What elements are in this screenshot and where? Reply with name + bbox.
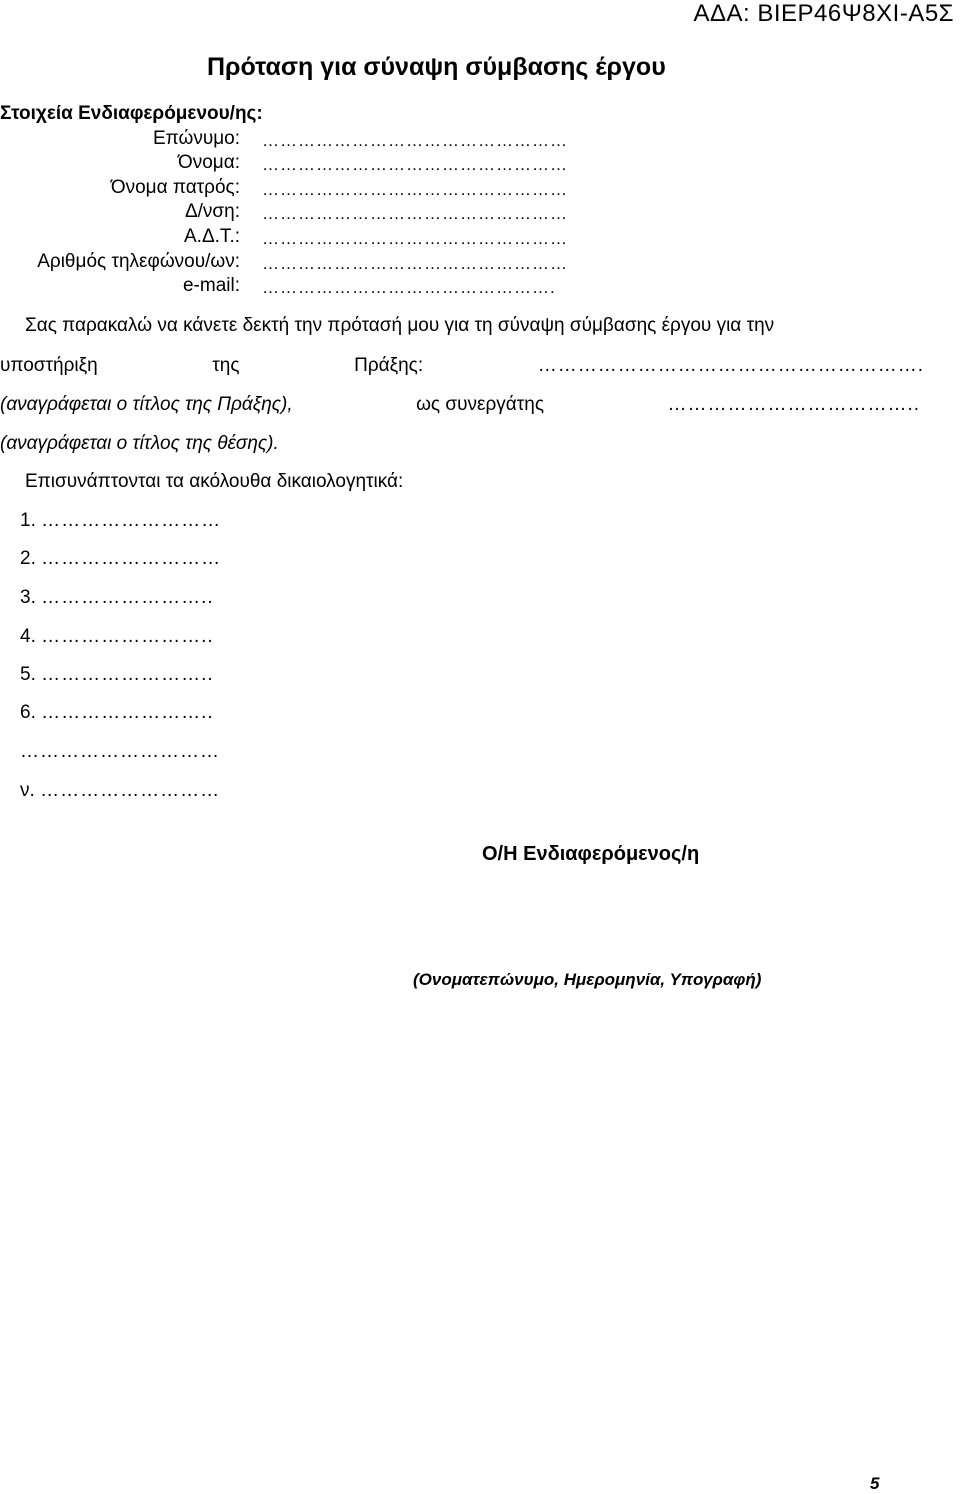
collaborator-dots: ……………………………….. xyxy=(667,394,920,415)
signer-label: Ο/Η Ενδιαφερόμενος/η xyxy=(482,843,700,865)
field-label-surname: Επώνυμο: xyxy=(152,128,240,149)
paragraph-line-3 xyxy=(0,394,920,416)
list-item-dots: ……………………… xyxy=(41,548,222,569)
list-item-dots: …………………….. xyxy=(41,664,214,685)
paragraph-word: της xyxy=(212,355,240,376)
field-value-email: …………………………………………. xyxy=(262,278,556,297)
list-item-number: ν. xyxy=(20,780,35,801)
field-value-surname: …………………………………………… xyxy=(262,131,568,150)
list-item xyxy=(20,587,214,609)
list-item-dots: …………………….. xyxy=(41,626,214,647)
project-title-note: (αναγράφεται ο τίτλος της Πράξης), xyxy=(0,394,293,415)
document-title: Πρόταση για σύναψη σύμβασης έργου xyxy=(207,53,666,81)
list-item-dots: …………………….. xyxy=(41,587,214,608)
list-item-number: 4. xyxy=(20,626,36,647)
paragraph-dots: …………………………………………………. xyxy=(537,355,924,376)
list-item xyxy=(20,702,214,724)
list-ellipsis: ………………………… xyxy=(20,741,220,762)
list-item-number: 2. xyxy=(20,548,36,569)
field-value-father-name: …………………………………………… xyxy=(262,180,568,199)
field-value-phone: …………………………………………… xyxy=(262,254,568,273)
page-number: 5 xyxy=(870,1474,880,1493)
field-value-name: …………………………………………… xyxy=(262,155,568,174)
list-item-number: 6. xyxy=(20,702,36,723)
paragraph-word: Πράξης: xyxy=(354,355,424,376)
list-item-dots: ……………………… xyxy=(40,780,221,801)
list-item-number: 3. xyxy=(20,587,36,608)
field-value-id-number: …………………………………………… xyxy=(262,229,568,248)
list-item-number: 1. xyxy=(20,510,36,531)
list-item xyxy=(20,780,220,802)
list-item-number: 5. xyxy=(20,664,36,685)
list-item xyxy=(20,626,214,648)
list-item-dots: …………………….. xyxy=(41,702,214,723)
list-item xyxy=(20,664,214,686)
ada-code: ΑΔΑ: ΒΙΕΡ46Ψ8ΧΙ-Α5Σ xyxy=(693,0,954,27)
attachments-heading: Επισυνάπτονται τα ακόλουθα δικαιολογητικά: xyxy=(25,471,404,492)
field-label-address: Δ/νση: xyxy=(184,201,240,222)
field-label-phone: Αριθμός τηλεφώνου/ων: xyxy=(37,251,240,272)
field-value-address: …………………………………………… xyxy=(262,204,568,223)
list-item xyxy=(20,548,221,570)
field-label-father-name: Όνομα πατρός: xyxy=(110,177,240,198)
position-title-note: (αναγράφεται ο τίτλος της θέσης). xyxy=(0,433,279,454)
field-label-email: e-mail: xyxy=(182,275,240,296)
paragraph-line-1: Σας παρακαλώ να κάνετε δεκτή την πρότασή μου για τη σύναψη σύμβασης έργου για την xyxy=(25,315,775,336)
list-item xyxy=(20,510,221,532)
signature-note: (Ονοματεπώνυμο, Ημερομηνία, Υπογραφή) xyxy=(413,970,762,989)
list-item-dots: ……………………… xyxy=(41,510,222,531)
field-label-id-number: Α.Δ.Τ.: xyxy=(184,226,240,247)
field-label-name: Όνομα: xyxy=(178,152,240,173)
section-heading: Στοιχεία Ενδιαφερόμενου/ης: xyxy=(0,103,263,124)
collaborator-text: ως συνεργάτης xyxy=(416,394,544,415)
paragraph-line-2 xyxy=(0,355,924,377)
paragraph-word: υποστήριξη xyxy=(0,355,98,376)
